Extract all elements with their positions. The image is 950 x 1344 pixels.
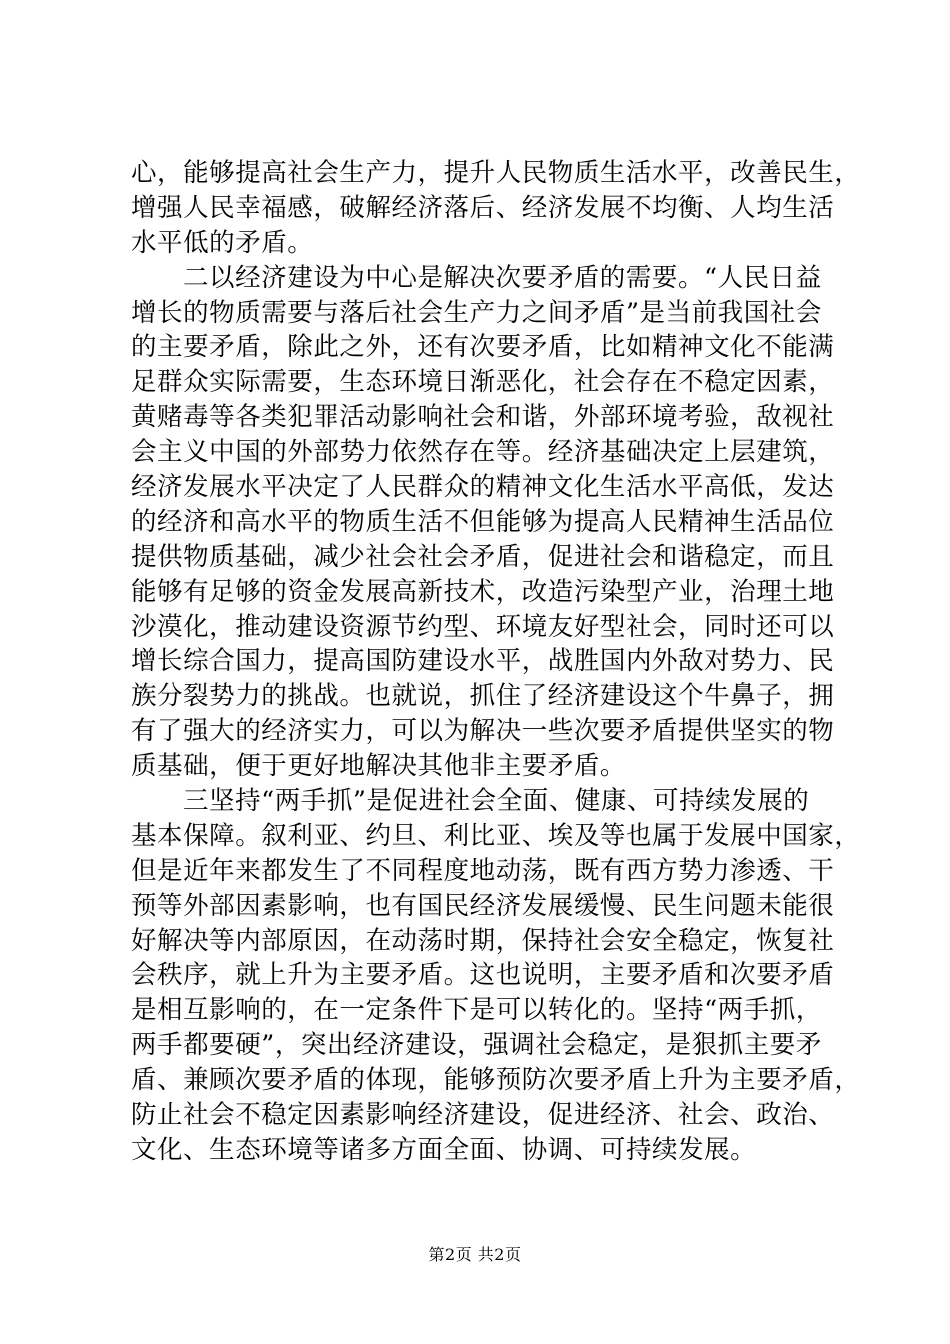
text-line: 能够有足够的资金发展高新技术，改造污染型产业，治理土地 bbox=[131, 576, 835, 607]
text-line: 是相互影响的，在一定条件下是可以转化的。坚持“两手抓， bbox=[131, 995, 822, 1026]
text-line: 的主要矛盾，除此之外，还有次要矛盾，比如精神文化不能满 bbox=[131, 332, 835, 363]
text-line: 基本保障。叙利亚、约旦、利比亚、埃及等也属于发展中国家， bbox=[131, 820, 861, 851]
text-line: 增强人民幸福感，破解经济落后、经济发展不均衡、人均生活 bbox=[131, 192, 835, 223]
text-line: 有了强大的经济实力，可以为解决一些次要矛盾提供坚实的物 bbox=[131, 716, 835, 747]
text-line: 水平低的矛盾。 bbox=[131, 227, 314, 258]
text-line: 经济发展水平决定了人民群众的精神文化生活水平高低，发达 bbox=[131, 472, 835, 503]
page-number-footer: 第2页 共2页 bbox=[428, 1245, 522, 1264]
text-line: 但是近年来都发生了不同程度地动荡，既有西方势力渗透、干 bbox=[131, 855, 835, 886]
text-line: 会主义中国的外部势力依然存在等。经济基础决定上层建筑， bbox=[131, 437, 835, 468]
text-line: 二以经济建设为中心是解决次要矛盾的需要。“人民日益 bbox=[183, 262, 822, 293]
text-line: 沙漠化，推动建设资源节约型、环境友好型社会，同时还可以 bbox=[131, 611, 835, 642]
paragraph-point-three bbox=[131, 784, 861, 1168]
text-line: 好解决等内部原因，在动荡时期，保持社会安全稳定，恢复社 bbox=[131, 925, 835, 956]
text-line: 三坚持“两手抓”是促进社会全面、健康、可持续发展的 bbox=[183, 786, 810, 817]
text-line: 黄赌毒等各类犯罪活动影响社会和谐，外部环境考验，敌视社 bbox=[131, 402, 835, 433]
text-line: 质基础，便于更好地解决其他非主要矛盾。 bbox=[131, 751, 626, 782]
text-line: 盾、兼顾次要矛盾的体现，能够预防次要矛盾上升为主要矛盾， bbox=[131, 1065, 861, 1096]
text-line: 会秩序，就上升为主要矛盾。这也说明，主要矛盾和次要矛盾 bbox=[131, 960, 835, 991]
text-line: 防止社会不稳定因素影响经济建设，促进经济、社会、政治、 bbox=[131, 1100, 835, 1131]
text-line: 两手都要硬”，突出经济建设，强调社会稳定，是狠抓主要矛 bbox=[131, 1030, 822, 1061]
document-body bbox=[131, 156, 861, 1168]
text-line: 族分裂势力的挑战。也就说，抓住了经济建设这个牛鼻子，拥 bbox=[131, 681, 835, 712]
text-line: 文化、生态环境等诸多方面全面、协调、可持续发展。 bbox=[131, 1134, 757, 1165]
paragraph-point-two bbox=[131, 261, 835, 784]
text-line: 增长综合国力，提高国防建设水平，战胜国内外敌对势力、民 bbox=[131, 646, 835, 677]
text-line: 的经济和高水平的物质生活不但能够为提高人民精神生活品位 bbox=[131, 506, 835, 537]
text-line: 足群众实际需要，生态环境日渐恶化，社会存在不稳定因素， bbox=[131, 367, 835, 398]
text-line: 增长的物质需要与落后社会生产力之间矛盾”是当前我国社会 bbox=[131, 297, 822, 328]
text-line: 心，能够提高社会生产力，提升人民物质生活水平，改善民生， bbox=[131, 158, 861, 188]
paragraph-continuation bbox=[131, 156, 861, 261]
text-line: 预等外部因素影响，也有国民经济发展缓慢、民生问题未能很 bbox=[131, 890, 835, 921]
text-line: 提供物质基础，减少社会社会矛盾，促进社会和谐稳定，而且 bbox=[131, 541, 835, 572]
